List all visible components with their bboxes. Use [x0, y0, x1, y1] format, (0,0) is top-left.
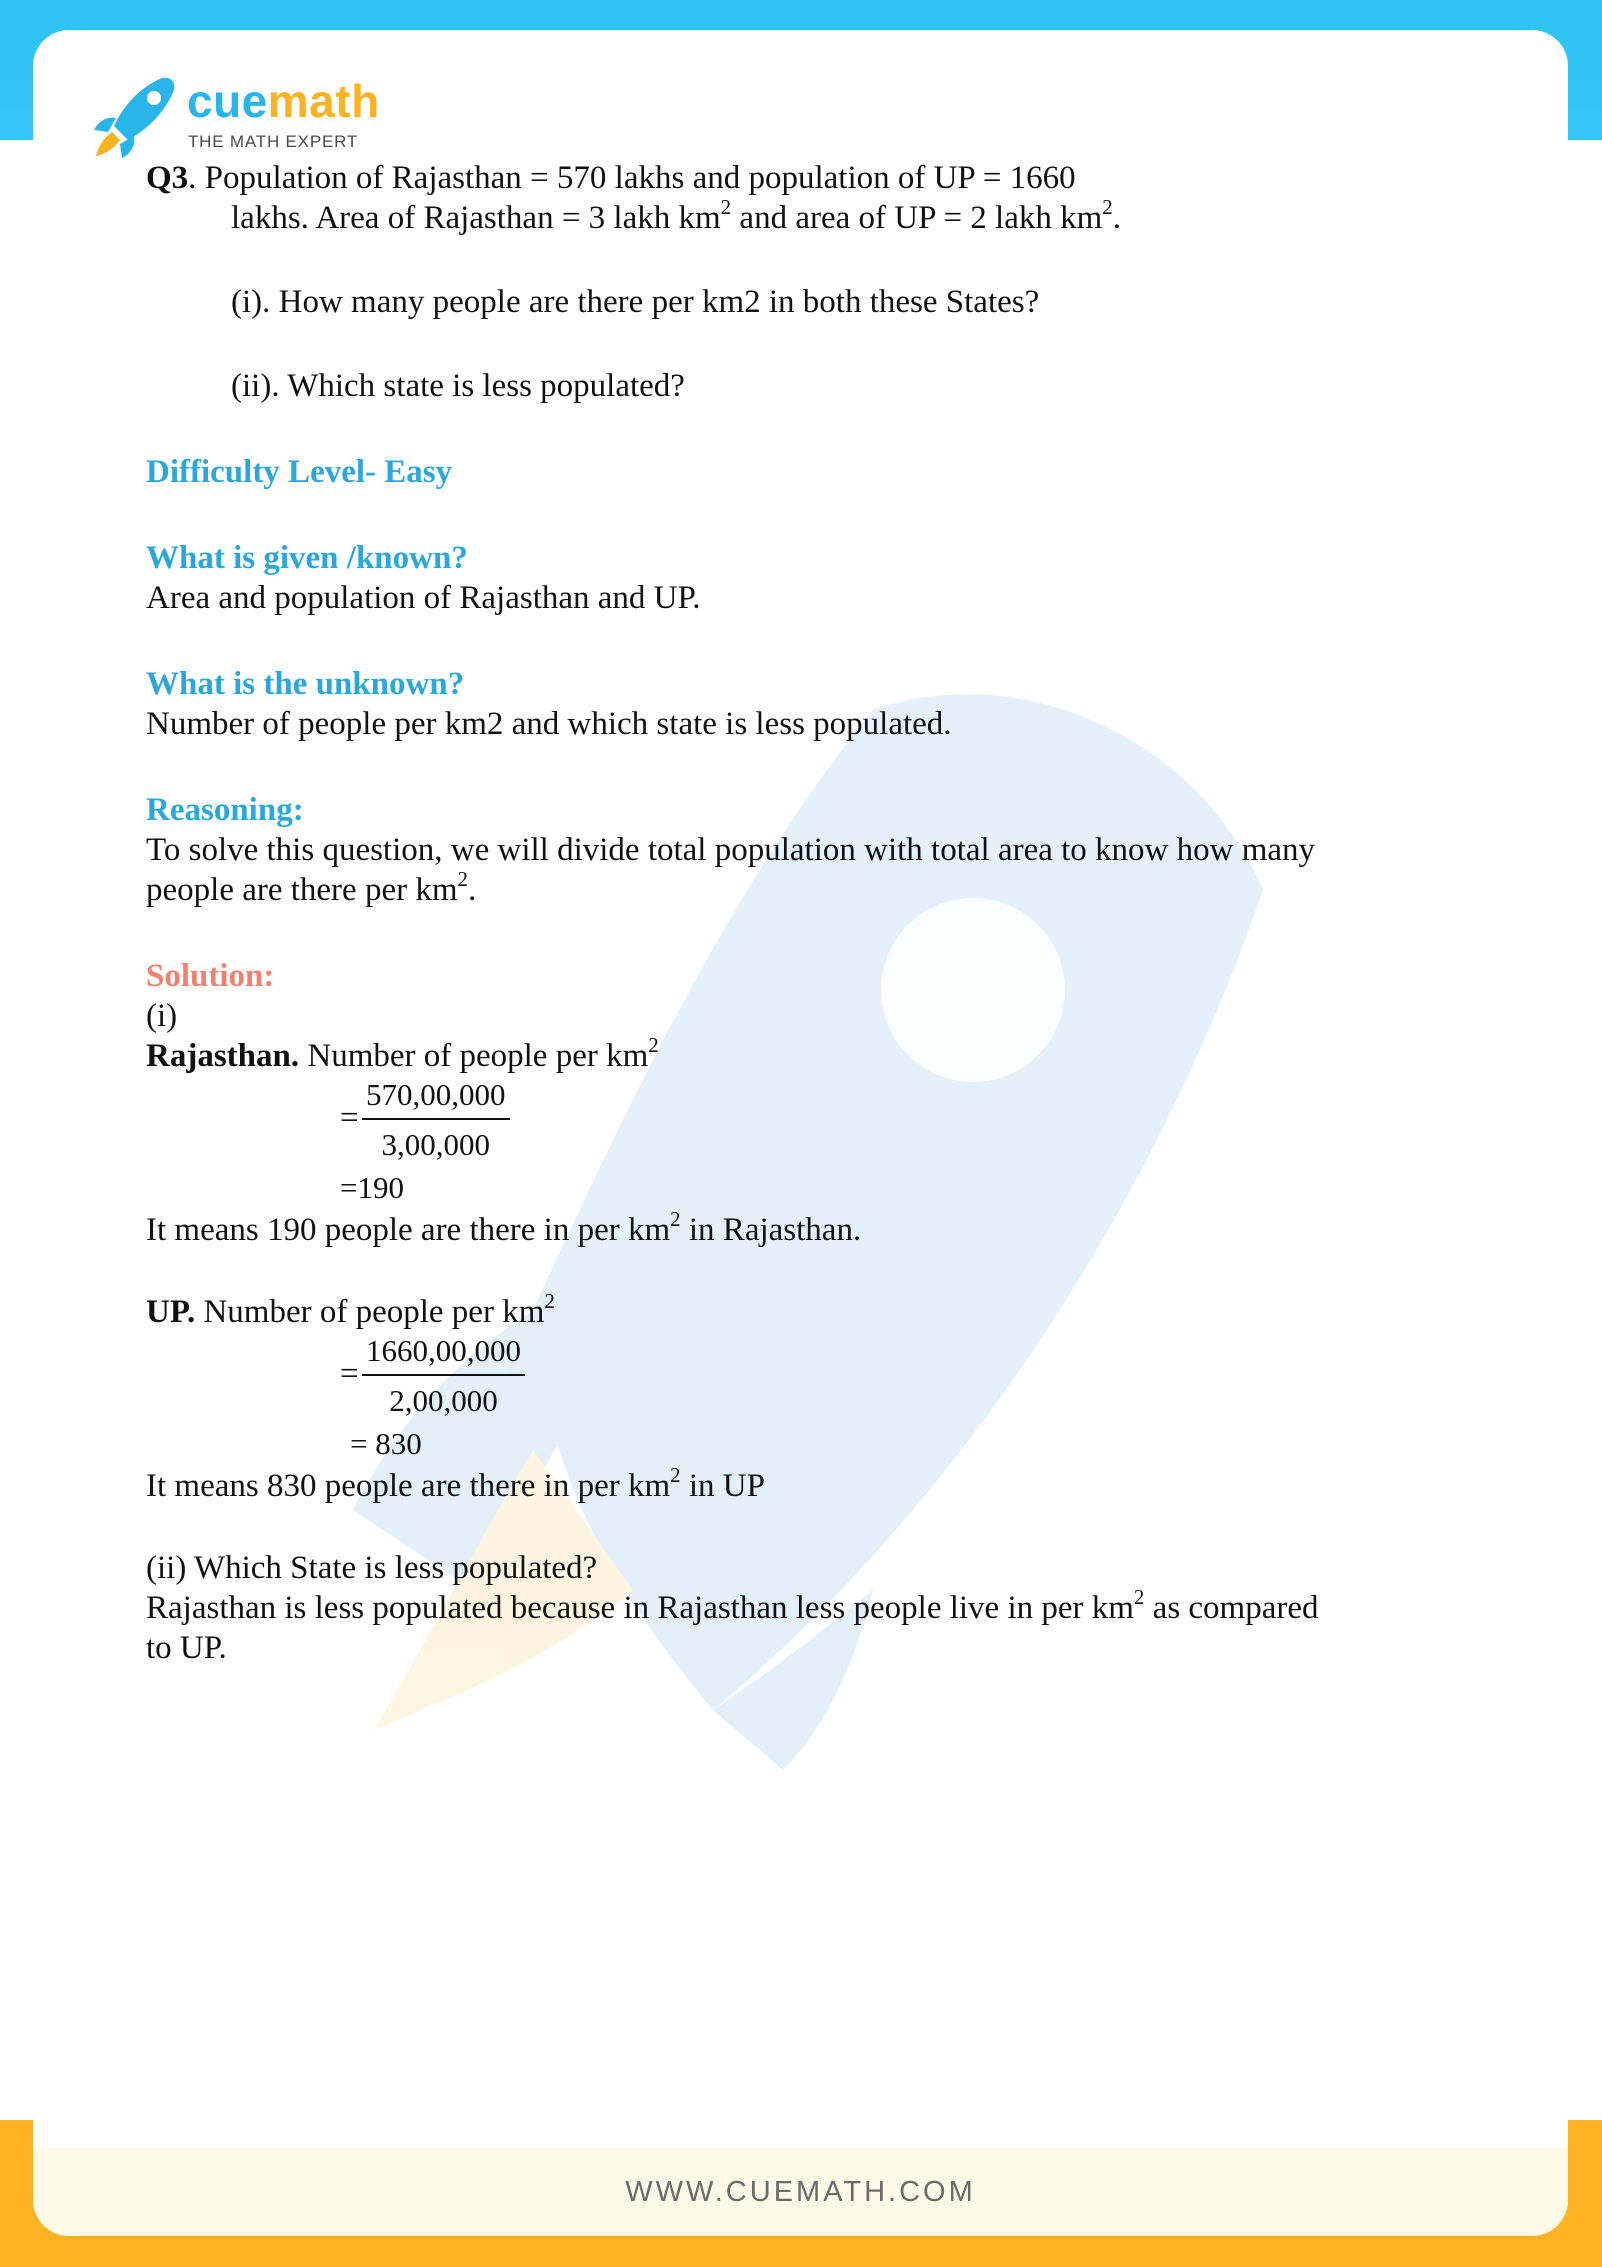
difficulty-heading: Difficulty Level- Easy: [146, 454, 453, 490]
unknown-heading: What is the unknown?: [146, 666, 465, 702]
cuemath-logo[interactable]: [92, 74, 392, 158]
reasoning-heading: Reasoning:: [146, 792, 304, 828]
rajasthan-heading: Rajasthan. Number of people per $km^2$: [146, 1033, 659, 1074]
logo-tagline: THE MATH EXPERT: [188, 132, 359, 151]
question-part-2: (ii). Which state is less populated?: [231, 368, 685, 404]
rajasthan-fraction: [362, 1076, 510, 1164]
question-part-1: (i). How many people are there per km2 in both these States?: [231, 284, 1040, 320]
given-heading: What is given /known?: [146, 540, 468, 576]
reasoning-text-line-2: people are there per $km^2$.: [146, 867, 477, 908]
logo-wordmark: cuemath: [187, 75, 380, 127]
fraction-bar: [362, 1118, 510, 1120]
rajasthan-result-row: [146, 1164, 1436, 1210]
rajasthan-conclusion: It means 190 people are there in per $km^2$ in Rajasthan.: [146, 1207, 862, 1248]
rajasthan-equation: [146, 1076, 1436, 1164]
up-fraction: [362, 1332, 525, 1420]
equals-sign: =: [340, 1356, 359, 1392]
up-conclusion: It means 830 people are there in per $km^2$ in UP: [146, 1463, 765, 1504]
rajasthan-denominator: 3,00,000: [381, 1127, 490, 1162]
up-numerator: 1660,00,000: [366, 1333, 521, 1368]
fraction-bar: [362, 1374, 525, 1376]
question-line-1: Q3. Population of Rajasthan = 570 lakhs and population of UP = 1660: [146, 160, 1076, 196]
reasoning-text-line-1: To solve this question, we will divide total population with total area to know how many: [146, 832, 1316, 868]
given-text: Area and population of Rajasthan and UP.: [146, 580, 701, 616]
up-equation: [146, 1332, 1436, 1420]
unknown-text: Number of people per km2 and which state is less populated.: [146, 706, 952, 742]
part-2-answer-line-2: to UP.: [146, 1630, 227, 1666]
solution-part-label: (i): [146, 998, 178, 1034]
up-result-row: [146, 1420, 1436, 1466]
rajasthan-result: =190: [340, 1170, 404, 1205]
up-result: = 830: [350, 1426, 422, 1461]
part-2-question: (ii) Which State is less populated?: [146, 1550, 598, 1586]
up-heading: UP. Number of people per $km^2$: [146, 1289, 555, 1330]
equals-sign: =: [340, 1100, 359, 1136]
up-denominator: 2,00,000: [389, 1383, 498, 1418]
rajasthan-numerator: 570,00,000: [366, 1077, 506, 1112]
part-2-answer-line-1: Rajasthan is less populated because in Rajasthan less people live in per $km^2$ as compared: [146, 1585, 1319, 1626]
rocket-icon: [92, 74, 178, 158]
question-line-2: lakhs. Area of Rajasthan = 3 lakh $km^2$ and area of UP = 2 lakh $km^2$.: [231, 195, 1122, 236]
footer-website[interactable]: WWW.CUEMATH.COM: [625, 2175, 976, 2208]
footer: [33, 2148, 1568, 2236]
solution-heading: Solution:: [146, 958, 275, 994]
document-content: [146, 158, 1436, 1668]
question-label: Q3: [146, 160, 189, 196]
